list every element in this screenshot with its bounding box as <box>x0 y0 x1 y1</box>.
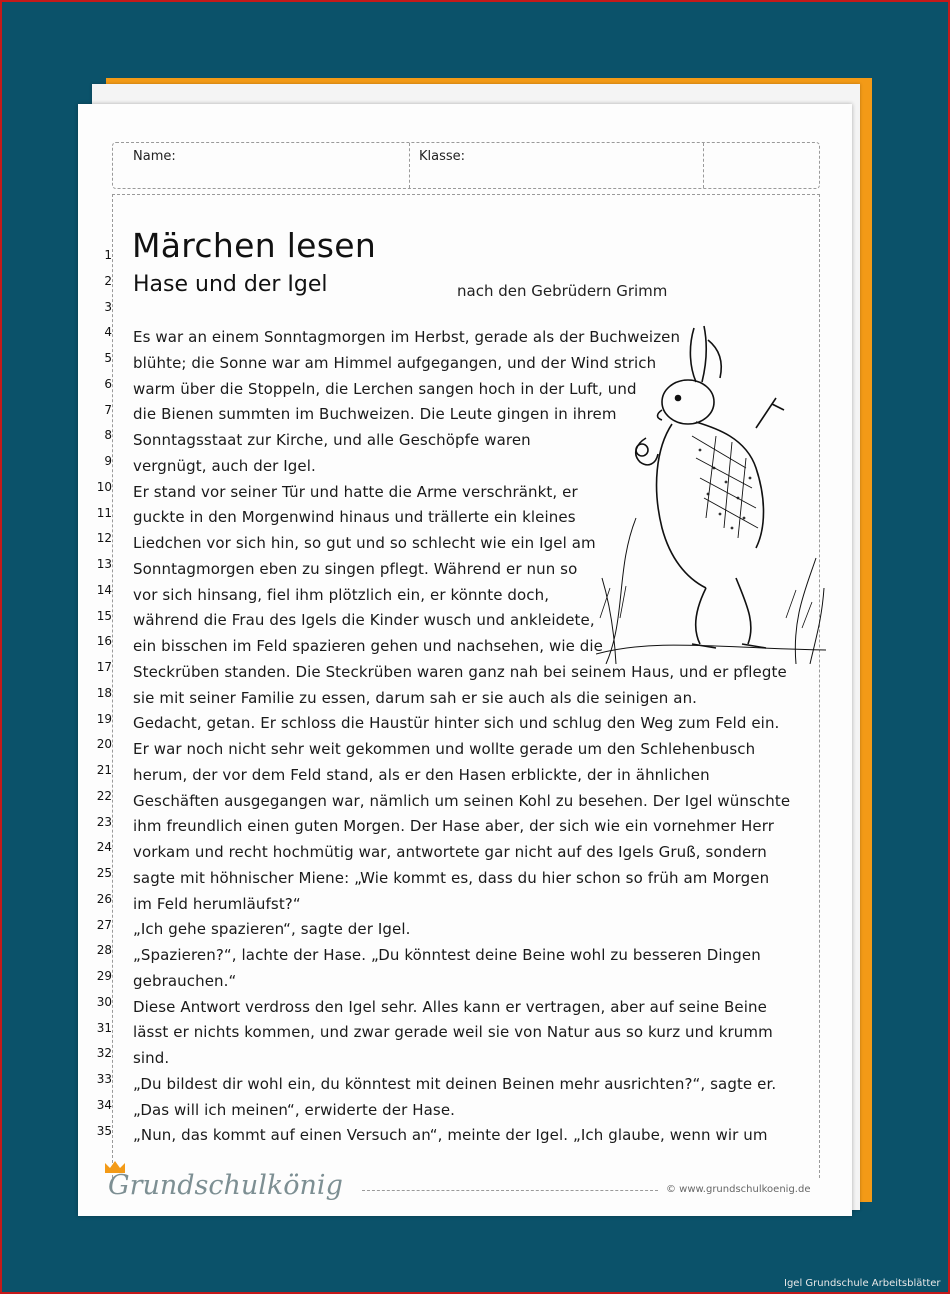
story-line: guckte in den Morgenwind hinaus und trällerte ein kleines <box>133 508 576 527</box>
line-number: 16 <box>96 634 112 649</box>
story-line: „Nun, das kommt auf einen Versuch an“, meinte der Igel. „Ich glaube, wenn wir um <box>133 1126 768 1145</box>
line-number: 35 <box>96 1123 112 1138</box>
class-label: Klasse: <box>419 149 466 164</box>
watermark: Igel Grundschule Arbeitsblätter <box>784 1278 941 1289</box>
story-line: Sonntagmorgen eben zu singen pflegt. Während er nun so <box>133 559 578 578</box>
story-line: „Das will ich meinen“, erwiderte der Hase. <box>133 1100 456 1119</box>
name-class-box <box>112 142 820 189</box>
line-number: 23 <box>96 814 112 829</box>
story-line: während die Frau des Igels die Kinder wusch und ankleidete, <box>133 611 595 630</box>
story-line: gebrauchen.“ <box>133 971 237 990</box>
line-number: 26 <box>96 891 112 906</box>
story-line: ein bisschen im Feld spazieren gehen und nachsehen, wie die <box>133 637 604 655</box>
line-number: 25 <box>96 866 112 880</box>
rabbit-illustration <box>596 318 826 664</box>
line-number: 14 <box>96 582 112 597</box>
story-line: Steckrüben standen. Die Steckrüben waren ganz nah bei seinem Haus, und er pflegte <box>133 662 787 681</box>
page-title: Märchen lesen <box>132 226 377 265</box>
brand-logo: Grundschulkönig <box>108 1170 343 1201</box>
line-number: 22 <box>96 788 112 803</box>
story-line: Geschäften ausgegangen war, nämlich um seinen Kohl zu besehen. Der Igel wünschte <box>133 791 791 810</box>
story-line: sind. <box>133 1049 170 1067</box>
author-credit: nach den Gebrüdern Grimm <box>457 282 668 300</box>
line-number: 31 <box>96 1020 112 1035</box>
story-line: warm über die Stoppeln, die Lerchen sangen hoch in der Luft, und <box>133 379 637 398</box>
line-number: 20 <box>96 737 112 752</box>
name-box-divider <box>703 143 704 188</box>
story-line: im Feld herumläufst?“ <box>133 894 301 913</box>
story-line: vor sich hinsang, fiel ihm plötzlich ein, er könnte doch, <box>133 585 550 604</box>
story-line: Er war noch nicht sehr weit gekommen und wollte gerade um den Schlehenbusch <box>133 740 756 758</box>
name-label: Name: <box>133 149 176 164</box>
line-number: 19 <box>96 711 112 726</box>
story-line: vorkam und recht hochmütig war, antwortete gar nicht auf des Igels Gruß, sondern <box>133 843 767 861</box>
line-number: 24 <box>96 840 112 855</box>
story-line: lässt er nichts kommen, und zwar gerade weil sie von Natur aus so kurz und krumm <box>133 1023 773 1042</box>
line-number: 7 <box>104 402 112 417</box>
story-line: Sonntagsstaat zur Kirche, und alle Geschöpfe waren <box>133 431 531 449</box>
story-line: Liedchen vor sich hin, so gut und so schlecht wie ein Igel am <box>133 534 596 552</box>
line-number: 11 <box>96 505 112 520</box>
line-number: 17 <box>96 660 112 674</box>
line-number: 29 <box>96 969 112 983</box>
footer-url: © www.grundschulkoenig.de <box>666 1184 811 1195</box>
name-box-divider <box>409 143 410 188</box>
story-line: „Ich gehe spazieren“, sagte der Igel. <box>133 920 411 939</box>
story-line: sagte mit höhnischer Miene: „Wie kommt es, dass du hier schon so früh am Morgen <box>133 868 770 887</box>
line-number: 33 <box>96 1072 112 1086</box>
story-title: Hase und der Igel <box>133 272 328 297</box>
line-number: 18 <box>96 685 112 700</box>
line-number: 12 <box>96 531 112 546</box>
story-line: blühte; die Sonne war am Himmel aufgegangen, und der Wind strich <box>133 353 657 372</box>
line-number: 21 <box>96 763 112 777</box>
line-number: 9 <box>104 454 112 468</box>
line-number: 8 <box>104 428 112 443</box>
story-line: Er stand vor seiner Tür und hatte die Arme verschränkt, er <box>133 482 578 501</box>
story-line: herum, der vor dem Feld stand, als er den Hasen erblickte, der in ähnlichen <box>133 765 710 784</box>
line-number: 3 <box>104 299 112 314</box>
line-number: 1 <box>104 248 112 262</box>
line-number: 15 <box>96 608 112 623</box>
story-line: sie mit seiner Familie zu essen, darum sah er sie auch als die seinigen an. <box>133 688 698 707</box>
line-number: 27 <box>96 917 112 932</box>
story-line: „Spazieren?“, lachte der Hase. „Du könntest deine Beine wohl zu besseren Dingen <box>133 946 761 964</box>
line-number: 34 <box>96 1097 112 1112</box>
footer-divider <box>362 1190 658 1191</box>
line-number: 13 <box>96 557 112 571</box>
line-number: 2 <box>104 273 112 288</box>
line-number: 32 <box>96 1046 112 1061</box>
line-number: 30 <box>96 994 112 1009</box>
story-line: Diese Antwort verdross den Igel sehr. Alles kann er vertragen, aber auf seine Beine <box>133 997 767 1016</box>
story-line: Es war an einem Sonntagmorgen im Herbst, gerade als der Buchweizen <box>133 328 681 346</box>
line-number: 4 <box>104 325 112 340</box>
story-line: Gedacht, getan. Er schloss die Haustür hinter sich und schlug den Weg zum Feld ein. <box>133 714 780 733</box>
line-number: 5 <box>104 351 112 365</box>
story-line: ihm freundlich einen guten Morgen. Der Hase aber, der sich wie ein vornehmer Herr <box>133 817 775 836</box>
line-number: 28 <box>96 943 112 958</box>
story-line: „Du bildest dir wohl ein, du könntest mit deinen Beinen mehr ausrichten?“, sagte er. <box>133 1074 777 1093</box>
line-number: 10 <box>96 479 112 494</box>
story-line: die Bienen summten im Buchweizen. Die Leute gingen in ihrem <box>133 405 617 424</box>
line-number: 6 <box>104 376 112 391</box>
story-line: vergnügt, auch der Igel. <box>133 456 316 475</box>
